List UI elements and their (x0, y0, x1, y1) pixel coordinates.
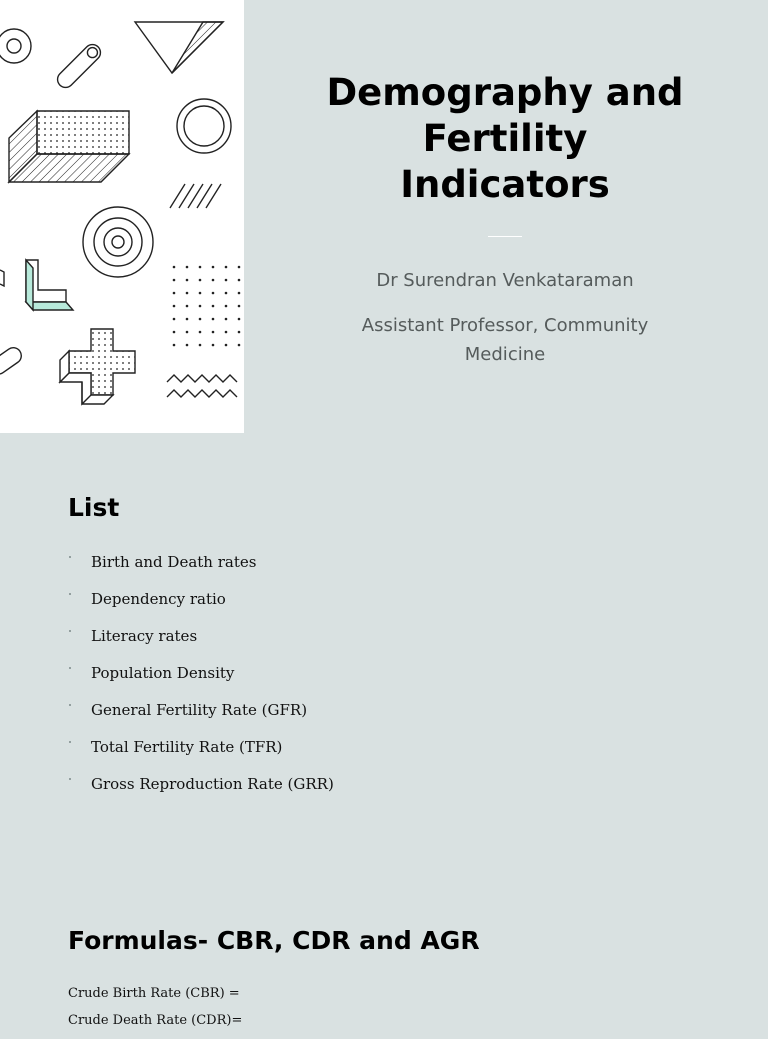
plus-shape-icon (60, 329, 135, 404)
bullet-dot-icon (69, 704, 71, 706)
bullet-dot-icon (69, 741, 71, 743)
title-line: Demography and (326, 71, 684, 114)
list-item-label: General Fertility Rate (GFR) (91, 701, 308, 719)
double-ring-icon (177, 99, 231, 153)
list-item-label: Dependency ratio (91, 590, 226, 608)
author-role-line: Assistant Professor, Community (361, 315, 649, 336)
title-divider (488, 236, 522, 237)
title-block (300, 70, 710, 369)
title-line: Fertility (422, 117, 588, 160)
l-block-icon (26, 260, 73, 310)
list-item (68, 589, 334, 626)
slab-shape-icon (37, 111, 129, 154)
list-item-label: Total Fertility Rate (TFR) (91, 738, 283, 756)
zigzag-lines-icon (167, 375, 237, 397)
list-item (68, 663, 334, 700)
bullet-dot-icon (69, 667, 71, 669)
bullet-dot-icon (69, 556, 71, 558)
pill-shape-icon (54, 41, 103, 90)
list-item-label: Birth and Death rates (91, 553, 257, 571)
title-line: Indicators (400, 163, 610, 206)
formulas-heading: Formulas- CBR, CDR and AGR (68, 926, 480, 955)
bullet-dot-icon (69, 630, 71, 632)
indicator-list (68, 552, 334, 811)
slash-lines-icon (170, 184, 221, 208)
bullet-dot-icon (69, 593, 71, 595)
formula-line: Crude Death Rate (CDR)= (68, 1013, 243, 1028)
list-item-label: Population Density (91, 664, 235, 682)
list-item (68, 774, 334, 811)
geometric-shapes-illustration (0, 0, 244, 433)
author-role-line: Medicine (464, 344, 546, 365)
ring-shape-icon (0, 29, 31, 63)
list-item (68, 737, 334, 774)
bullet-dot-icon (69, 778, 71, 780)
formula-list (68, 985, 242, 1039)
target-shape-icon (83, 207, 153, 277)
list-item (68, 552, 334, 589)
presentation-title (300, 70, 710, 208)
geometric-shapes-svg (0, 0, 244, 433)
list-item-label: Gross Reproduction Rate (GRR) (91, 775, 334, 793)
list-heading: List (68, 493, 120, 522)
formula-line: Crude Birth Rate (CBR) = (68, 986, 240, 1001)
list-item-label: Literacy rates (91, 627, 198, 645)
dot-grid-icon (173, 266, 241, 347)
author-name: Dr Surendran Venkataraman (376, 270, 634, 291)
list-item (68, 700, 334, 737)
author-role (352, 311, 658, 369)
list-item (68, 626, 334, 663)
